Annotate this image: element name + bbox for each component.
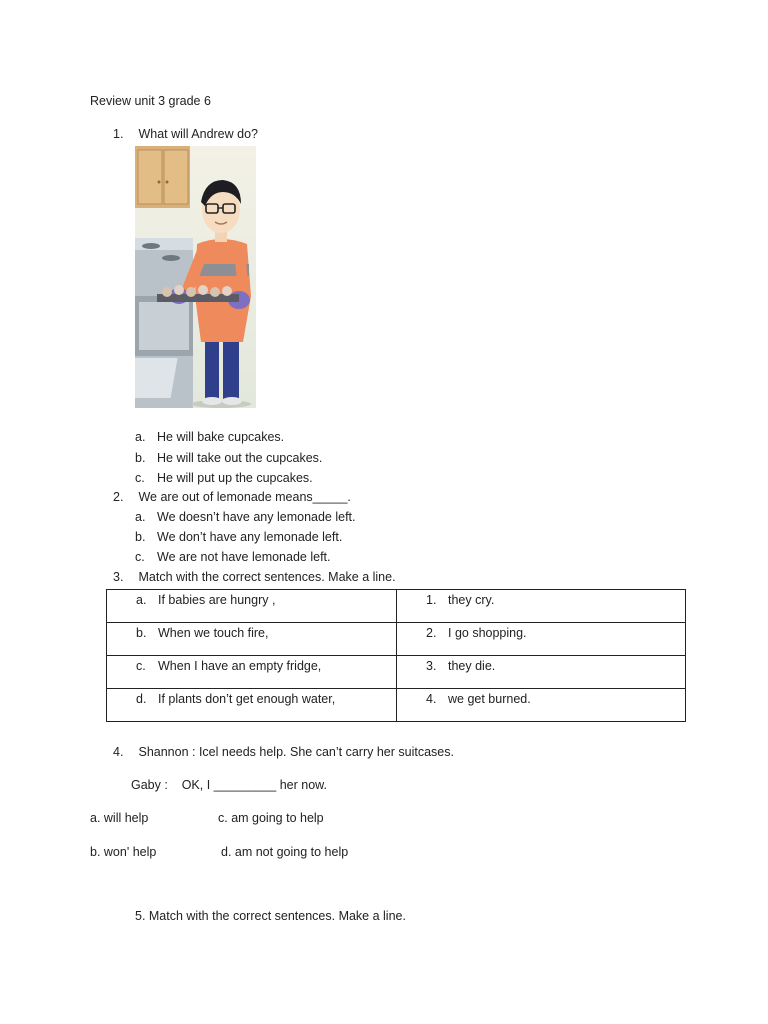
left-cell <box>107 590 397 623</box>
option-letter: c. <box>135 550 145 564</box>
row-right-text: I go shopping. <box>448 626 527 640</box>
option-text: He will bake cupcakes. <box>157 430 285 444</box>
row-letter: d. <box>136 692 147 706</box>
row-number: 2. <box>426 626 437 640</box>
right-cell <box>397 689 686 722</box>
option-letter: a. <box>135 510 146 524</box>
q4-option-c: c. am going to help <box>218 811 324 825</box>
question-4-number: 4. <box>113 745 124 759</box>
question-4-line1: Shannon : Icel needs help. She can’t carry her suitcases. <box>138 745 454 759</box>
table-row <box>107 656 686 689</box>
question-1-number: 1. <box>113 127 124 141</box>
row-letter: c. <box>136 659 146 673</box>
left-cell <box>107 623 397 656</box>
row-number: 4. <box>426 692 437 706</box>
row-left-text: If babies are hungry , <box>158 593 276 607</box>
table-row <box>107 623 686 656</box>
row-letter: b. <box>136 626 147 640</box>
question-3-number: 3. <box>113 570 124 584</box>
row-left-text: When I have an empty fridge, <box>158 659 322 673</box>
q1-option-c <box>135 471 313 485</box>
right-cell <box>397 623 686 656</box>
table-row <box>107 590 686 623</box>
row-left-text: If plants don’t get enough water, <box>158 692 336 706</box>
right-cell <box>397 656 686 689</box>
question-2-text: We are out of lemonade means_____. <box>138 490 351 504</box>
question-3 <box>113 570 396 584</box>
option-text: We doesn’t have any lemonade left. <box>157 510 356 524</box>
q2-option-b <box>135 530 342 544</box>
row-right-text: they die. <box>448 659 496 673</box>
left-cell <box>107 656 397 689</box>
option-letter: c. <box>135 471 145 485</box>
option-letter: a. <box>135 430 146 444</box>
question-4-line2: Gaby : OK, I _________ her now. <box>131 778 327 792</box>
q1-option-b <box>135 451 322 465</box>
question-2 <box>113 490 351 504</box>
row-right-text: they cry. <box>448 593 495 607</box>
question-1-text: What will Andrew do? <box>138 127 258 141</box>
page-title: Review unit 3 grade 6 <box>90 94 211 108</box>
matching-table <box>106 589 686 722</box>
question-4 <box>113 745 454 759</box>
option-text: We don’t have any lemonade left. <box>157 530 343 544</box>
row-number: 3. <box>426 659 437 673</box>
q4-option-a: a. will help <box>90 811 149 825</box>
q2-option-a <box>135 510 356 524</box>
left-cell <box>107 689 397 722</box>
right-cell <box>397 590 686 623</box>
boy-baking-cupcakes-illustration <box>135 146 256 408</box>
q4-option-b: b. won' help <box>90 845 157 859</box>
row-left-text: When we touch fire, <box>158 626 269 640</box>
row-letter: a. <box>136 593 147 607</box>
row-number: 1. <box>426 593 437 607</box>
option-text: He will take out the cupcakes. <box>157 451 323 465</box>
table-row <box>107 689 686 722</box>
option-letter: b. <box>135 451 146 465</box>
option-text: He will put up the cupcakes. <box>157 471 313 485</box>
q4-option-d: d. am not going to help <box>221 845 349 859</box>
q2-option-c <box>135 550 331 564</box>
question-3-text: Match with the correct sentences. Make a line. <box>138 570 396 584</box>
option-letter: b. <box>135 530 146 544</box>
question-1 <box>113 127 258 141</box>
question-5: 5. Match with the correct sentences. Make a line. <box>135 909 406 923</box>
q1-option-a <box>135 430 284 444</box>
option-text: We are not have lemonade left. <box>157 550 331 564</box>
row-right-text: we get burned. <box>448 692 531 706</box>
question-2-number: 2. <box>113 490 124 504</box>
